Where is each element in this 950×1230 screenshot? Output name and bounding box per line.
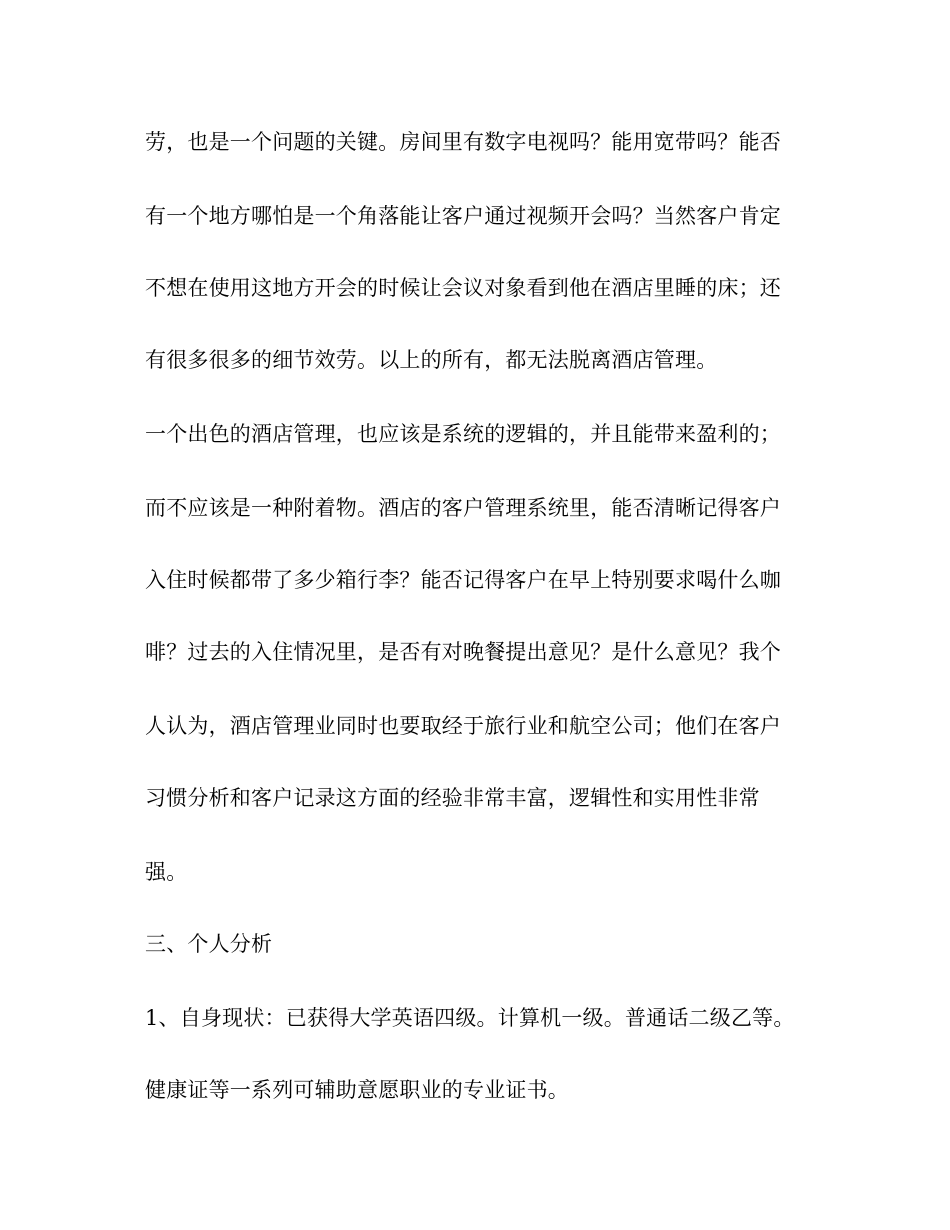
text-line: 一个出色的酒店管理，也应该是系统的逻辑的，并且能带来盈利的； [145,422,781,446]
text-line: 入住时候都带了多少箱行李？能否记得客户在早上特别要求喝什么咖 [145,568,781,592]
text-line: 劳，也是一个问题的关键。房间里有数字电视吗？能用宽带吗？能否 [145,130,781,154]
text-line: 人认为，酒店管理业同时也要取经于旅行业和航空公司；他们在客户 [145,714,781,738]
text-line: 健康证等一系列可辅助意愿职业的专业证书。 [145,1078,569,1102]
text-line: 1、自身现状：已获得大学英语四级。计算机一级。普通话二级乙等。 [145,1006,795,1030]
text-line: 习惯分析和客户记录这方面的经验非常丰富，逻辑性和实用性非常 [145,786,760,810]
section-heading: 三、个人分析 [145,932,273,956]
text-line: 啡？过去的入住情况里，是否有对晚餐提出意见？是什么意见？我个 [145,640,781,664]
text-line: 有一个地方哪怕是一个角落能让客户通过视频开会吗？当然客户肯定 [145,204,781,228]
text-line: 不想在使用这地方开会的时候让会议对象看到他在酒店里睡的床；还 [145,276,781,300]
text-line: 有很多很多的细节效劳。以上的所有，都无法脱离酒店管理。 [145,348,718,372]
text-line: 而不应该是一种附着物。酒店的客户管理系统里，能否清晰记得客户 [145,496,781,520]
text-line: 强。 [145,860,188,884]
